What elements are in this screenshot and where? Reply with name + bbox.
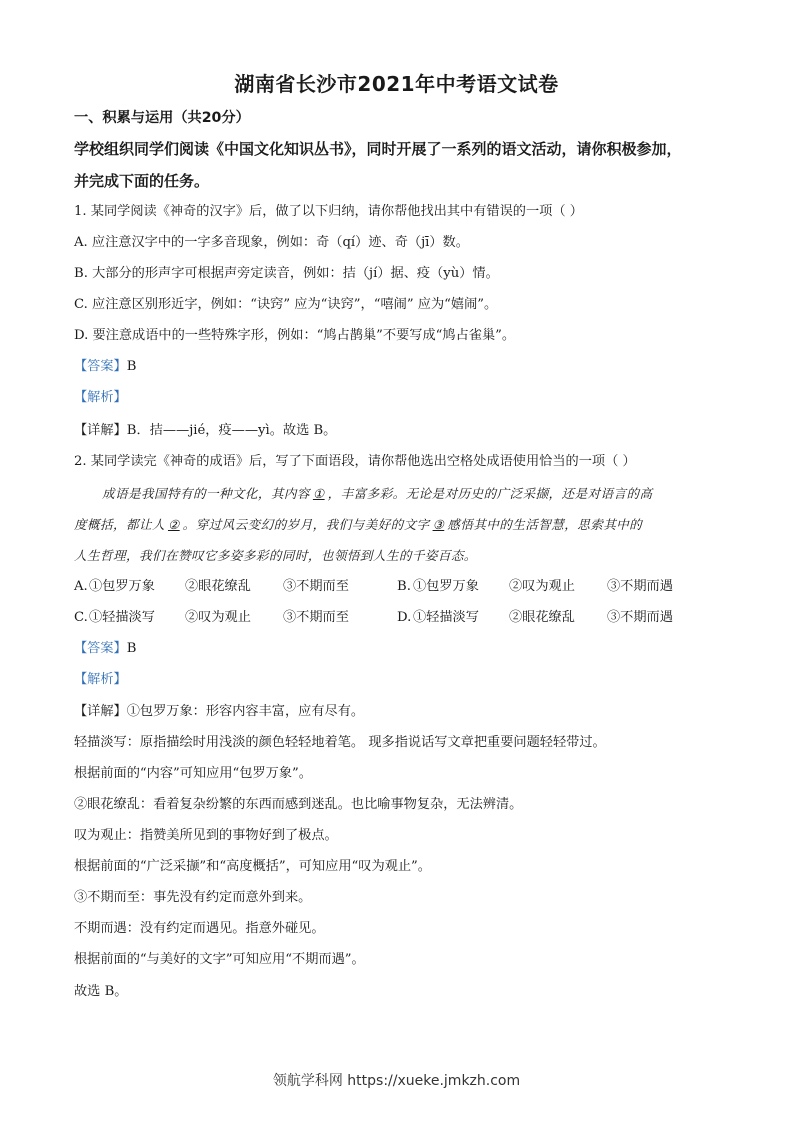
answer-value: B [126,359,137,374]
q2-option-a-letter: A. [74,579,88,594]
q2-option-c-1: ①轻描淡写 [89,610,155,625]
q2-option-a-1: ①包罗万象 [89,579,155,594]
q1-option-b: B. 大部分的形声字可根据声旁定读音，例如：拮（jí）据、疫（yù）情。 [74,266,499,281]
q2-detail-line: ②眼花缭乱：看着复杂纷繁的东西而感到迷乱。也比喻事物复杂，无法辨清。 [74,797,523,812]
q2-detail-line: ③不期而至：事先没有约定而意外到来。 [74,890,312,905]
q2-detail-line: 不期而遇：没有约定而遇见。指意外碰见。 [74,921,325,936]
intro-line-2: 并完成下面的任务。 [74,172,210,190]
passage-text: 。穿过风云变幻的岁月，我们与美好的文字 [182,517,430,532]
q2-option-b-3: ③不期而遇 [607,579,673,594]
q2-passage-line-1 [102,485,652,503]
q1-option-a: A. 应注意汉字中的一字多音现象，例如：奇（qí）迹、奇（jī）数。 [74,235,469,250]
q2-passage-line-2 [74,516,642,534]
q1-option-d: D. 要注意成语中的一些特殊字形，例如：“鸠占鹊巢”不要写成“鸠占雀巢”。 [74,328,516,343]
blank-2: ② [167,517,180,532]
q2-detail-line: 轻描淡写：原指描绘时用浅淡的颜色轻轻地着笔。 现多指说话写文章把重要问题轻轻带过。 [74,735,606,750]
q2-detail-line: 根据前面的“内容”可知应用“包罗万象”。 [74,766,312,781]
q1-answer [74,358,136,376]
q2-option-a-2: ②眼花缭乱 [185,579,251,594]
q2-option-b-2: ②叹为观止 [509,579,575,594]
passage-text: 度概括，都让人 [74,517,165,532]
q2-detail-line: 【详解】①包罗万象：形容内容丰富，应有尽有。 [74,704,365,719]
q2-answer [74,640,136,658]
answer-tag: 【答案】 [74,641,127,656]
q1-detail: 【详解】B．拮——jié，疫——yì。故选 B。 [74,423,337,438]
answer-value: B [126,641,137,656]
q1-analysis-tag: 【解析】 [74,390,127,405]
q2-option-b-letter: B. [397,579,411,594]
section-heading: 一、积累与运用（共20分） [74,110,250,126]
passage-text: 成语是我国特有的一种文化，其内容 [102,486,310,501]
q2-option-d-3: ③不期而遇 [607,610,673,625]
q2-analysis-tag: 【解析】 [74,672,127,687]
q2-passage-line-3: 人生哲理，我们在赞叹它多姿多彩的同时，也领悟到人生的千姿百态。 [74,548,477,563]
q2-detail-line: 根据前面的“与美好的文字”可知应用“不期而遇”。 [74,952,365,967]
q2-option-c-2: ②叹为观止 [185,610,251,625]
q2-option-d-2: ②眼花缭乱 [509,610,575,625]
q2-stem: 2. 某同学读完《神奇的成语》后，写了下面语段，请你帮他选出空格处成语使用恰当的一项（ ） [74,454,636,469]
intro-line-1: 学校组织同学们阅读《中国文化知识丛书》，同时开展了一系列的语文活动，请你积极参加， [74,140,682,158]
answer-tag: 【答案】 [74,359,127,374]
page-title: 湖南省长沙市2021年中考语文试卷 [234,72,559,96]
passage-text: ，丰富多彩。无论是对历史的广泛采撷，还是对语言的高 [327,486,653,501]
q2-option-c-3: ③不期而至 [283,610,349,625]
blank-1: ① [312,486,325,501]
q2-option-d-1: ①轻描淡写 [413,610,479,625]
q2-conclusion: 故选 B。 [74,984,128,999]
q2-option-a-3: ③不期而至 [283,579,349,594]
q2-detail-line: 根据前面的“广泛采撷”和“高度概括”，可知应用“叹为观止”。 [74,859,431,874]
q2-option-c-letter: C. [74,610,88,625]
q1-option-c: C. 应注意区别形近字，例如：“诀窍” 应为“诀窍”，“嘻闹” 应为“嬉闹”。 [74,297,498,312]
q2-detail-line: 叹为观止：指赞美所见到的事物好到了极点。 [74,828,338,843]
blank-3: ③ [432,517,445,532]
q2-option-b-1: ①包罗万象 [413,579,479,594]
footer-watermark: 领航学科网 https://xueke.jmkzh.com [272,1073,521,1089]
passage-text: 感悟其中的生活智慧，思索其中的 [447,517,643,532]
q2-option-d-letter: D. [397,610,412,625]
q1-stem: 1. 某同学阅读《神奇的汉字》后，做了以下归纳，请你帮他找出其中有错误的一项（ ） [74,204,583,219]
